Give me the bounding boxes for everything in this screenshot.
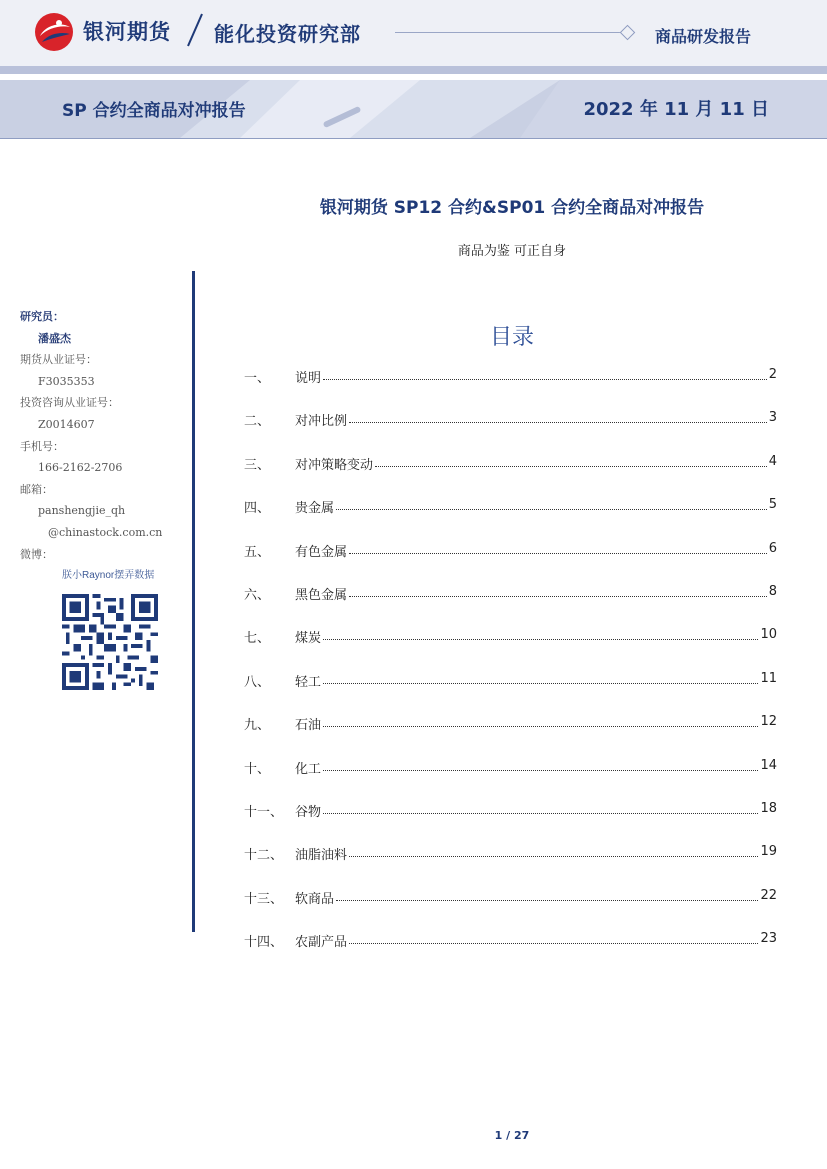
- document-subtitle: 商品为鉴 可正自身: [457, 244, 567, 259]
- report-date: 2022 年 11 月 11 日: [583, 99, 769, 120]
- futures-cert-label: 期货从业证号：: [20, 353, 97, 367]
- toc-item[interactable]: [244, 931, 777, 974]
- toc-item-page: 12: [760, 714, 777, 730]
- subbar-rule: [0, 138, 827, 139]
- toc-item-label: 油脂油料: [295, 848, 348, 864]
- toc-item-page: 8: [768, 583, 777, 599]
- toc-item-number: 十一、: [244, 804, 284, 820]
- header-rule: [395, 32, 625, 33]
- toc-item[interactable]: [244, 367, 777, 410]
- phone-number: 166-2162-2706: [38, 461, 123, 475]
- toc-item-label: 黑色金属: [295, 587, 348, 603]
- toc-item-label: 化工: [295, 761, 322, 777]
- toc-item-number: 四、: [244, 501, 271, 517]
- subbar-title: SP 合约全商品对冲报告: [62, 101, 246, 121]
- galaxy-logo-icon: [34, 12, 74, 52]
- company-name: 银河期货: [83, 20, 171, 44]
- toc-item-label: 谷物: [295, 804, 322, 820]
- toc-item[interactable]: [244, 758, 777, 801]
- toc-leader-dots: [323, 627, 758, 640]
- report-type: 商品研发报告: [655, 27, 752, 46]
- toc-leader-dots: [336, 497, 767, 510]
- toc-item[interactable]: [244, 454, 777, 497]
- toc-item-label: 煤炭: [295, 631, 322, 647]
- page-indicator: 1 / 27: [494, 1129, 530, 1142]
- email-domain[interactable]: @chinastock.com.cn: [48, 525, 163, 539]
- table-of-contents: [244, 367, 777, 974]
- toc-item[interactable]: [244, 671, 777, 714]
- toc-leader-dots: [323, 758, 758, 771]
- department-name: 能化投资研究部: [214, 22, 361, 46]
- toc-item-number: 十四、: [244, 935, 284, 951]
- header-stripe: [0, 66, 827, 74]
- phone-label: 手机号：: [20, 439, 64, 453]
- toc-item-number: 九、: [244, 718, 271, 734]
- invest-cert-label: 投资咨询从业证号：: [20, 396, 119, 410]
- toc-item[interactable]: [244, 541, 777, 584]
- email-label: 邮箱：: [20, 482, 53, 496]
- toc-leader-dots: [349, 584, 767, 597]
- toc-item-label: 对冲策略变动: [295, 457, 374, 473]
- toc-item[interactable]: [244, 714, 777, 757]
- weibo-handle[interactable]: 朕小Raynor摆弄数据: [62, 570, 155, 582]
- toc-item[interactable]: [244, 627, 777, 670]
- toc-item-number: 五、: [244, 544, 271, 560]
- toc-leader-dots: [323, 714, 758, 727]
- researcher-label: 研究员：: [20, 310, 64, 323]
- toc-leader-dots: [349, 410, 767, 423]
- header-slash-divider: [182, 10, 208, 50]
- toc-leader-dots: [323, 671, 758, 684]
- toc-item-number: 三、: [244, 457, 271, 473]
- toc-item[interactable]: [244, 410, 777, 453]
- toc-item-number: 六、: [244, 587, 271, 603]
- toc-item-label: 农副产品: [295, 935, 348, 951]
- toc-item-label: 轻工: [295, 674, 322, 690]
- toc-item-page: 3: [768, 410, 777, 426]
- toc-leader-dots: [349, 844, 758, 857]
- toc-leader-dots: [349, 931, 758, 944]
- toc-leader-dots: [375, 454, 767, 467]
- toc-item-page: 5: [768, 497, 777, 513]
- toc-item[interactable]: [244, 584, 777, 627]
- toc-item-page: 19: [760, 844, 777, 860]
- toc-item-number: 十三、: [244, 891, 284, 907]
- sidebar-divider: [192, 271, 195, 932]
- toc-leader-dots: [336, 888, 758, 901]
- toc-item-label: 贵金属: [295, 501, 335, 517]
- toc-item-page: 2: [768, 367, 777, 382]
- toc-heading: 目录: [489, 325, 534, 350]
- toc-leader-dots: [349, 541, 767, 554]
- toc-item-page: 23: [760, 931, 777, 947]
- futures-cert-number: F3035353: [38, 374, 95, 388]
- toc-item[interactable]: [244, 497, 777, 540]
- toc-item[interactable]: [244, 888, 777, 931]
- toc-item-label: 有色金属: [295, 544, 348, 560]
- weibo-label: 微博：: [20, 547, 53, 561]
- toc-item-page: 18: [760, 800, 777, 816]
- toc-item-number: 七、: [244, 631, 271, 647]
- researcher-name: 潘盛杰: [38, 331, 71, 345]
- report-title-bar: [0, 80, 827, 138]
- toc-item-page: 14: [760, 757, 777, 773]
- toc-item-number: 十、: [244, 761, 271, 777]
- toc-item-page: 11: [760, 670, 777, 686]
- toc-item-label: 石油: [295, 718, 322, 734]
- toc-item-page: 6: [768, 540, 777, 556]
- email-user[interactable]: panshengjie_qh: [38, 504, 126, 518]
- toc-item-number: 八、: [244, 674, 271, 690]
- toc-item-label: 软商品: [295, 891, 335, 907]
- toc-leader-dots: [323, 801, 758, 814]
- toc-item-page: 10: [760, 627, 777, 643]
- toc-item-number: 二、: [244, 414, 271, 430]
- toc-item-number: 一、: [244, 371, 271, 386]
- document-title: 银河期货 SP12 合约&SP01 合约全商品对冲报告: [319, 198, 705, 218]
- toc-item[interactable]: [244, 801, 777, 844]
- qr-code-icon: [62, 594, 158, 690]
- invest-cert-number: Z0014607: [38, 417, 95, 431]
- toc-leader-dots: [323, 367, 767, 380]
- toc-item-label: 说明: [295, 371, 322, 386]
- toc-item-label: 对冲比例: [295, 414, 348, 430]
- toc-item-page: 4: [768, 453, 777, 469]
- toc-item-page: 22: [760, 887, 777, 903]
- toc-item-number: 十二、: [244, 848, 284, 864]
- toc-item[interactable]: [244, 844, 777, 887]
